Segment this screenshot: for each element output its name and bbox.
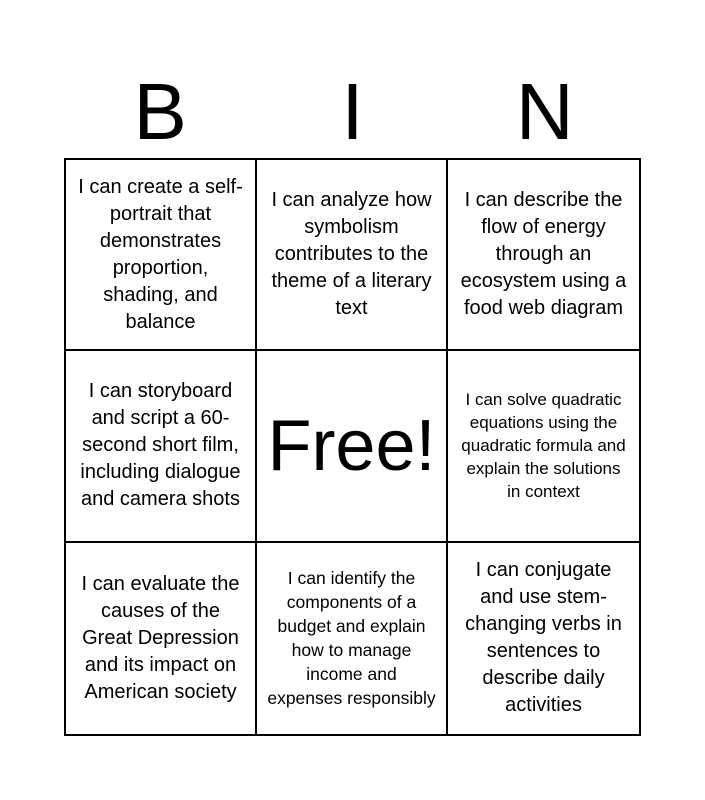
cell-text: I can create a self-portrait that demonstrates proportion, shading, and balance <box>78 175 243 333</box>
bingo-cell-2-1[interactable] <box>66 351 257 542</box>
header-letter-n: N <box>515 67 574 156</box>
header-letter-b: B <box>133 67 187 156</box>
bingo-header <box>64 66 641 158</box>
bingo-cell-3-3[interactable] <box>448 543 639 734</box>
bingo-grid <box>64 158 641 736</box>
bingo-cell-3-1[interactable] <box>66 543 257 734</box>
cell-text: I can identify the components of a budget and explain how to manage income and expenses responsibly <box>267 568 436 709</box>
bingo-cell-1-2[interactable] <box>257 160 448 351</box>
cell-text: I can analyze how symbolism contributes to the theme of a literary text <box>271 189 432 320</box>
bingo-cell-1-1[interactable] <box>66 160 257 351</box>
free-space-text: Free! <box>267 405 436 486</box>
cell-text: I can storyboard and script a 60-second short film, including dialogue and camera shots <box>80 380 241 511</box>
bingo-cell-1-3[interactable] <box>448 160 639 351</box>
header-letter-i: I <box>341 67 364 156</box>
cell-text: I can conjugate and use stem-changing verbs in sentences to describe daily activities <box>465 559 622 717</box>
cell-text: I can evaluate the causes of the Great Depression and its impact on American society <box>81 572 240 703</box>
bingo-cell-2-3[interactable] <box>448 351 639 542</box>
cell-text: I can solve quadratic equations using the quadratic formula and explain the solutions in context <box>461 390 626 502</box>
bingo-cell-3-2[interactable] <box>257 543 448 734</box>
free-space-cell[interactable] <box>257 351 448 542</box>
cell-text: I can describe the flow of energy through an ecosystem using a food web diagram <box>460 189 627 320</box>
